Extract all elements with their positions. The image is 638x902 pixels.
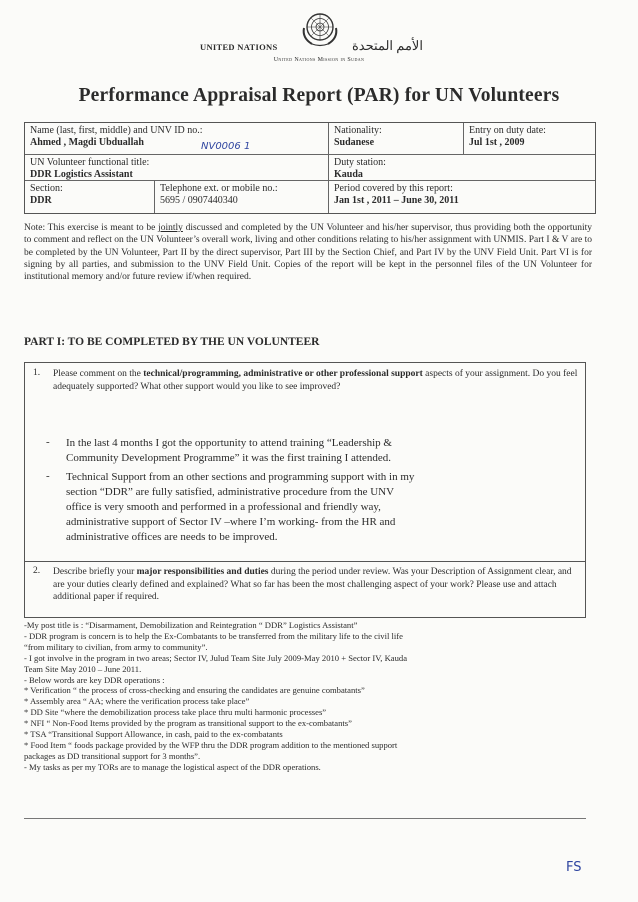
answer-two-line: * DD Site “where the demobilization process take place thru multi harmonic processes” — [24, 707, 327, 718]
answer-two-line: * NFI “ Non-Food Items provided by the program as transitional support to the ex-combatants” — [24, 718, 352, 729]
bullet-dash: - — [46, 436, 50, 448]
duty-label: Duty station: — [334, 157, 386, 168]
question-two-number: 2. — [33, 566, 41, 576]
note-text-start: Note: This exercise is meant to be — [24, 223, 159, 233]
part-one-heading: PART I: TO BE COMPLETED BY THE UN VOLUNTEER — [24, 336, 320, 348]
question-one-number: 1. — [33, 368, 41, 378]
answer-one-line: In the last 4 months I got the opportunity to attend training “Leadership & — [66, 437, 392, 449]
name-value: Ahmed , Magdi Ubduallah — [30, 137, 144, 148]
document-title: Performance Appraisal Report (PAR) for UN Volunteers — [78, 85, 560, 106]
answer-two-line: * Verification “ the process of cross-checking and ensuring the candidates are genuine combatants” — [24, 685, 365, 696]
period-value: Jan 1st , 2011 – June 30, 2011 — [334, 195, 459, 206]
title-value: DDR Logistics Assistant — [30, 169, 133, 180]
answer-two-line: packages as DD transitional support for 3 months”. — [24, 750, 201, 761]
bullet-dash: - — [46, 470, 50, 482]
q1-text-a: Please comment on the — [53, 369, 144, 379]
answer-two-line: * Food Item “ foods package provided by the WFP thru the DDR program addition to the mentioned support — [24, 739, 398, 750]
section-label: Section: — [30, 183, 63, 194]
name-label: Name (last, first, middle) and UNV ID no.: — [30, 125, 203, 136]
duty-station-cell — [329, 155, 595, 181]
answer-two-line: - My tasks as per my TORs are to manage the logistical aspect of the DDR operations. — [24, 761, 321, 772]
title-label: UN Volunteer functional title: — [30, 157, 150, 168]
question-one-text — [53, 368, 581, 393]
unv-id-handwritten: NV0006 1 — [201, 141, 251, 152]
nationality-cell — [329, 123, 464, 155]
note-underlined-word: jointly — [158, 223, 183, 233]
answer-two-line: - DDR program is concern is to help the Ex-Combatants to be transferred from the military life to the civil life — [24, 630, 403, 641]
answer-two-line: Team Site May 2010 – June 2011. — [24, 663, 142, 674]
telephone-cell — [155, 181, 329, 213]
un-emblem-icon — [300, 8, 340, 48]
q2-text-a: Describe briefly your — [53, 567, 137, 577]
duty-value: Kauda — [334, 169, 363, 180]
answer-one-line: section “DDR” are fully satisfied, administrative procedure from the UNV — [66, 486, 395, 498]
tel-value: 5695 / 0907440340 — [160, 195, 238, 206]
q2-text-b: during the period under review. Was your Description of Assignment clear, and are your duties clearly defined and explained? What so far has been the most challenging aspect of your work? Please use and attach additional paper if required. — [53, 567, 572, 602]
answer-one-line: administrative support of Sector IV –where I’m working- from the HR and — [66, 516, 396, 528]
instructions-note — [24, 222, 592, 283]
org-name-english: UNITED NATIONS — [200, 42, 278, 52]
answer-two-text — [24, 620, 584, 773]
question-two-text — [53, 566, 581, 604]
entry-value: Jul 1st , 2009 — [469, 137, 525, 148]
box-bottom-rule — [24, 818, 586, 819]
answer-two-line: -My post title is : “Disarmament, Demobilization and Reintegration “ DDR” Logistics Assistant” — [24, 620, 358, 630]
tel-label: Telephone ext. or mobile no.: — [160, 183, 278, 194]
nationality-value: Sudanese — [334, 137, 375, 148]
q2-text-bold: major responsibilities and duties — [136, 567, 269, 577]
section-value: DDR — [30, 195, 52, 206]
note-text-rest: discussed and completed by the UN Volunteer and his/her supervisor, thus providing both the opportunity to comment and reflect on the UN Volunteer’s overall work, living and other conditions relating to his/her assignment with UNMIS. Part I & V are to be completed by the UN Volunteer, Part II by the direct supervisor, Part III by the Section Chief, and Part IV by the UNV Field Unit. Part VI is for signing by all parties, and submission to the UNV Field Unit. Copies of the report will be kept in the personnel files of the UN Volunteer for institutional memory and/or future review if/when required. — [24, 223, 592, 283]
nationality-label: Nationality: — [334, 125, 382, 136]
entry-label: Entry on duty date: — [469, 125, 546, 136]
answer-one-line: administrative offices are needs to be improved. — [66, 531, 278, 543]
q1-text-b: aspects of your assignment. Do you feel adequately supported? What other support would you like to see improved? — [53, 369, 578, 392]
handwritten-initials: FS — [566, 860, 582, 875]
answer-two-line: - Below words are key DDR operations : — [24, 674, 165, 685]
period-label: Period covered by this report: — [334, 183, 453, 194]
answer-two-line: * TSA “Transitional Support Allowance, in cash, paid to the ex-combatants — [24, 729, 283, 740]
question-two-box — [24, 562, 586, 618]
period-cell — [329, 181, 595, 213]
answer-two-line: - I got involve in the program in two areas; Sector IV, Julud Team Site July 2009-May 2010 + Sector IV, Kauda — [24, 652, 408, 663]
section-cell — [25, 181, 155, 213]
functional-title-cell — [25, 155, 329, 181]
q1-text-bold: technical/programming, administrative or other professional support — [143, 369, 423, 379]
volunteer-info-table — [24, 122, 596, 214]
org-name-arabic: الأمم المتحدة — [352, 38, 423, 53]
answer-one-line: Technical Support from an other sections and programming support with in my — [66, 471, 415, 483]
mission-name: United Nations Mission in Sudan — [273, 57, 365, 63]
answer-one-line: Community Development Programme” it was the first training I attended. — [66, 452, 392, 464]
entry-date-cell — [464, 123, 595, 155]
answer-two-line: * Assembly area “ AA; where the verification process take place” — [24, 696, 250, 707]
name-cell — [25, 123, 329, 155]
answer-two-line: “from military to civilian, from army to community”. — [24, 641, 208, 652]
answer-one-line: office is very smooth and performed in a professional and friendly way, — [66, 501, 381, 513]
